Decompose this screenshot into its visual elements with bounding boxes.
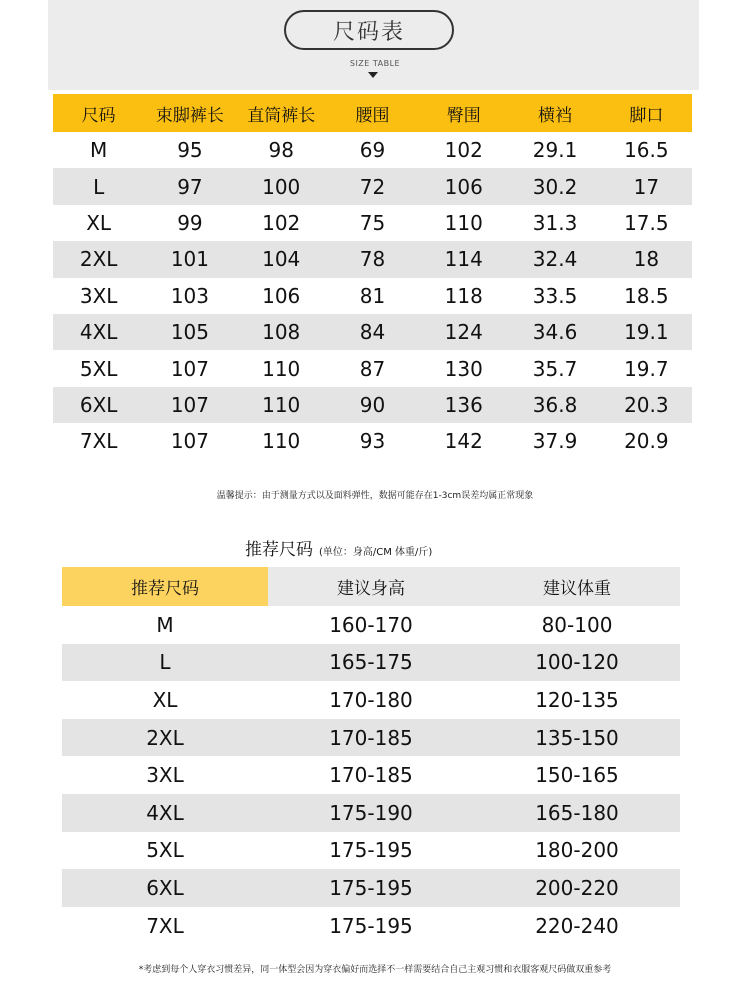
table-cell: 102 (262, 210, 301, 235)
table-cell: 20.9 (624, 429, 669, 454)
table-cell: 100-120 (474, 644, 680, 682)
table-cell: 33.5 (532, 283, 578, 308)
column-header: 束脚裤长 (144, 94, 235, 132)
table-cell: 81 (359, 283, 386, 308)
table-cell: 135-150 (474, 719, 680, 757)
table-cell: 142 (444, 429, 483, 454)
table-row (62, 832, 680, 870)
table-cell: 34.6 (509, 314, 600, 350)
size-table (53, 94, 692, 460)
page-title: 尺码表 (284, 10, 454, 50)
recommend-unit: (单位：身高/CM 体重/斤) (319, 547, 433, 558)
table-cell: 107 (170, 429, 210, 454)
table-cell: 118 (444, 283, 483, 308)
down-arrow-icon (368, 72, 378, 78)
table-cell: 97 (144, 168, 235, 204)
table-row (53, 205, 692, 241)
page-subtitle: SIZE TABLE (349, 59, 401, 68)
measurement-note: 温馨提示：由于测量方式以及面料弹性，数据可能存在1-3cm误差均属正常现象 (216, 491, 534, 501)
table-cell: 17.5 (624, 210, 669, 235)
table-cell: 108 (236, 314, 327, 350)
table-cell: 103 (170, 283, 210, 308)
table-cell: 7XL (79, 429, 118, 454)
table-cell: 95 (177, 138, 203, 163)
table-row (62, 869, 680, 907)
table-cell: 110 (236, 387, 327, 423)
table-cell: 99 (177, 210, 203, 235)
table-cell: 30.2 (509, 168, 600, 204)
table-cell: 3XL (146, 763, 184, 788)
table-cell: 19.7 (624, 356, 669, 381)
table-row (62, 606, 680, 644)
table-row (53, 387, 692, 423)
table-cell: 37.9 (532, 429, 578, 454)
table-cell: 136 (418, 387, 509, 423)
column-header: 推荐尺码 (62, 567, 268, 606)
column-header: 尺码 (53, 94, 144, 132)
table-row (53, 241, 692, 277)
table-cell: 124 (418, 314, 509, 350)
recommend-table (62, 567, 680, 944)
table-cell: 107 (170, 356, 210, 381)
table-row (62, 681, 680, 719)
table-cell: 100 (236, 168, 327, 204)
recommend-table-header (62, 567, 680, 606)
table-cell: 98 (268, 138, 294, 163)
table-cell: 175-195 (329, 838, 413, 863)
table-cell: 84 (327, 314, 418, 350)
table-cell: 3XL (79, 283, 118, 308)
table-cell: M (90, 138, 108, 163)
table-cell: 114 (418, 241, 509, 277)
table-cell: 175-195 (329, 913, 413, 938)
recommend-title-text: 推荐尺码 (245, 540, 313, 560)
table-cell: 106 (418, 168, 509, 204)
table-cell: 101 (144, 241, 235, 277)
table-cell: 4XL (53, 314, 144, 350)
table-cell: 69 (359, 138, 386, 163)
table-cell: 110 (262, 429, 301, 454)
table-cell: 6XL (62, 869, 268, 907)
table-cell: 2XL (53, 241, 144, 277)
table-cell: 110 (444, 210, 483, 235)
table-cell: 80-100 (541, 612, 613, 637)
table-cell: 175-190 (268, 794, 474, 832)
table-row (62, 719, 680, 757)
table-cell: 102 (444, 138, 483, 163)
table-cell: 35.7 (532, 356, 578, 381)
table-cell: 107 (144, 387, 235, 423)
table-cell: 5XL (146, 838, 184, 863)
table-cell: 170-185 (268, 719, 474, 757)
fit-note: *考虑到每个人穿衣习惯差异，同一体型会因为穿衣偏好而选择不一样需要结合自己主观习惯和衣服客观尺码做双重参考 (138, 965, 612, 975)
table-cell: 175-195 (268, 869, 474, 907)
table-row (53, 168, 692, 204)
table-cell: 36.8 (509, 387, 600, 423)
table-cell: 130 (444, 356, 483, 381)
table-cell: 31.3 (532, 210, 578, 235)
table-cell: 170-180 (329, 687, 413, 712)
table-cell: XL (86, 210, 112, 235)
table-cell: 4XL (62, 794, 268, 832)
table-cell: 170-185 (329, 763, 413, 788)
table-row (62, 907, 680, 945)
column-header: 脚口 (601, 94, 692, 132)
table-cell: 20.3 (601, 387, 692, 423)
table-row (53, 350, 692, 386)
table-cell: 7XL (146, 913, 184, 938)
table-cell: 106 (262, 283, 301, 308)
table-cell: 72 (327, 168, 418, 204)
table-cell: 160-170 (329, 612, 413, 637)
table-cell: 19.1 (601, 314, 692, 350)
table-cell: L (62, 644, 268, 682)
table-cell: 2XL (62, 719, 268, 757)
table-cell: M (156, 612, 174, 637)
column-header: 横裆 (509, 94, 600, 132)
table-cell: 110 (262, 356, 301, 381)
table-cell: 165-180 (474, 794, 680, 832)
table-cell: 6XL (53, 387, 144, 423)
table-row (62, 794, 680, 832)
table-cell: 150-165 (535, 763, 619, 788)
table-cell: 165-175 (268, 644, 474, 682)
table-cell: 29.1 (532, 138, 578, 163)
table-cell: 17 (601, 168, 692, 204)
table-row (53, 314, 692, 350)
table-row (53, 423, 692, 459)
size-table-header (53, 94, 692, 132)
column-header: 臀围 (418, 94, 509, 132)
table-cell: 78 (327, 241, 418, 277)
table-cell: 220-240 (535, 913, 619, 938)
table-cell: 18.5 (624, 283, 669, 308)
column-header: 直筒裤长 (236, 94, 327, 132)
column-header: 腰围 (327, 94, 418, 132)
table-row (53, 132, 692, 168)
recommend-title (245, 535, 432, 560)
table-cell: 180-200 (535, 838, 619, 863)
table-cell: 120-135 (535, 687, 619, 712)
table-cell: XL (152, 687, 178, 712)
table-row (53, 278, 692, 314)
table-cell: 75 (359, 210, 386, 235)
table-cell: 5XL (79, 356, 118, 381)
column-header: 建议身高 (268, 567, 474, 606)
table-cell: 18 (601, 241, 692, 277)
table-cell: 105 (144, 314, 235, 350)
column-header: 建议体重 (474, 567, 680, 606)
table-cell: L (53, 168, 144, 204)
table-cell: 87 (359, 356, 386, 381)
table-cell: 32.4 (509, 241, 600, 277)
table-cell: 16.5 (624, 138, 669, 163)
table-cell: 104 (236, 241, 327, 277)
table-cell: 90 (327, 387, 418, 423)
table-cell: 93 (359, 429, 386, 454)
table-row (62, 756, 680, 794)
table-cell: 200-220 (474, 869, 680, 907)
table-row (62, 644, 680, 682)
